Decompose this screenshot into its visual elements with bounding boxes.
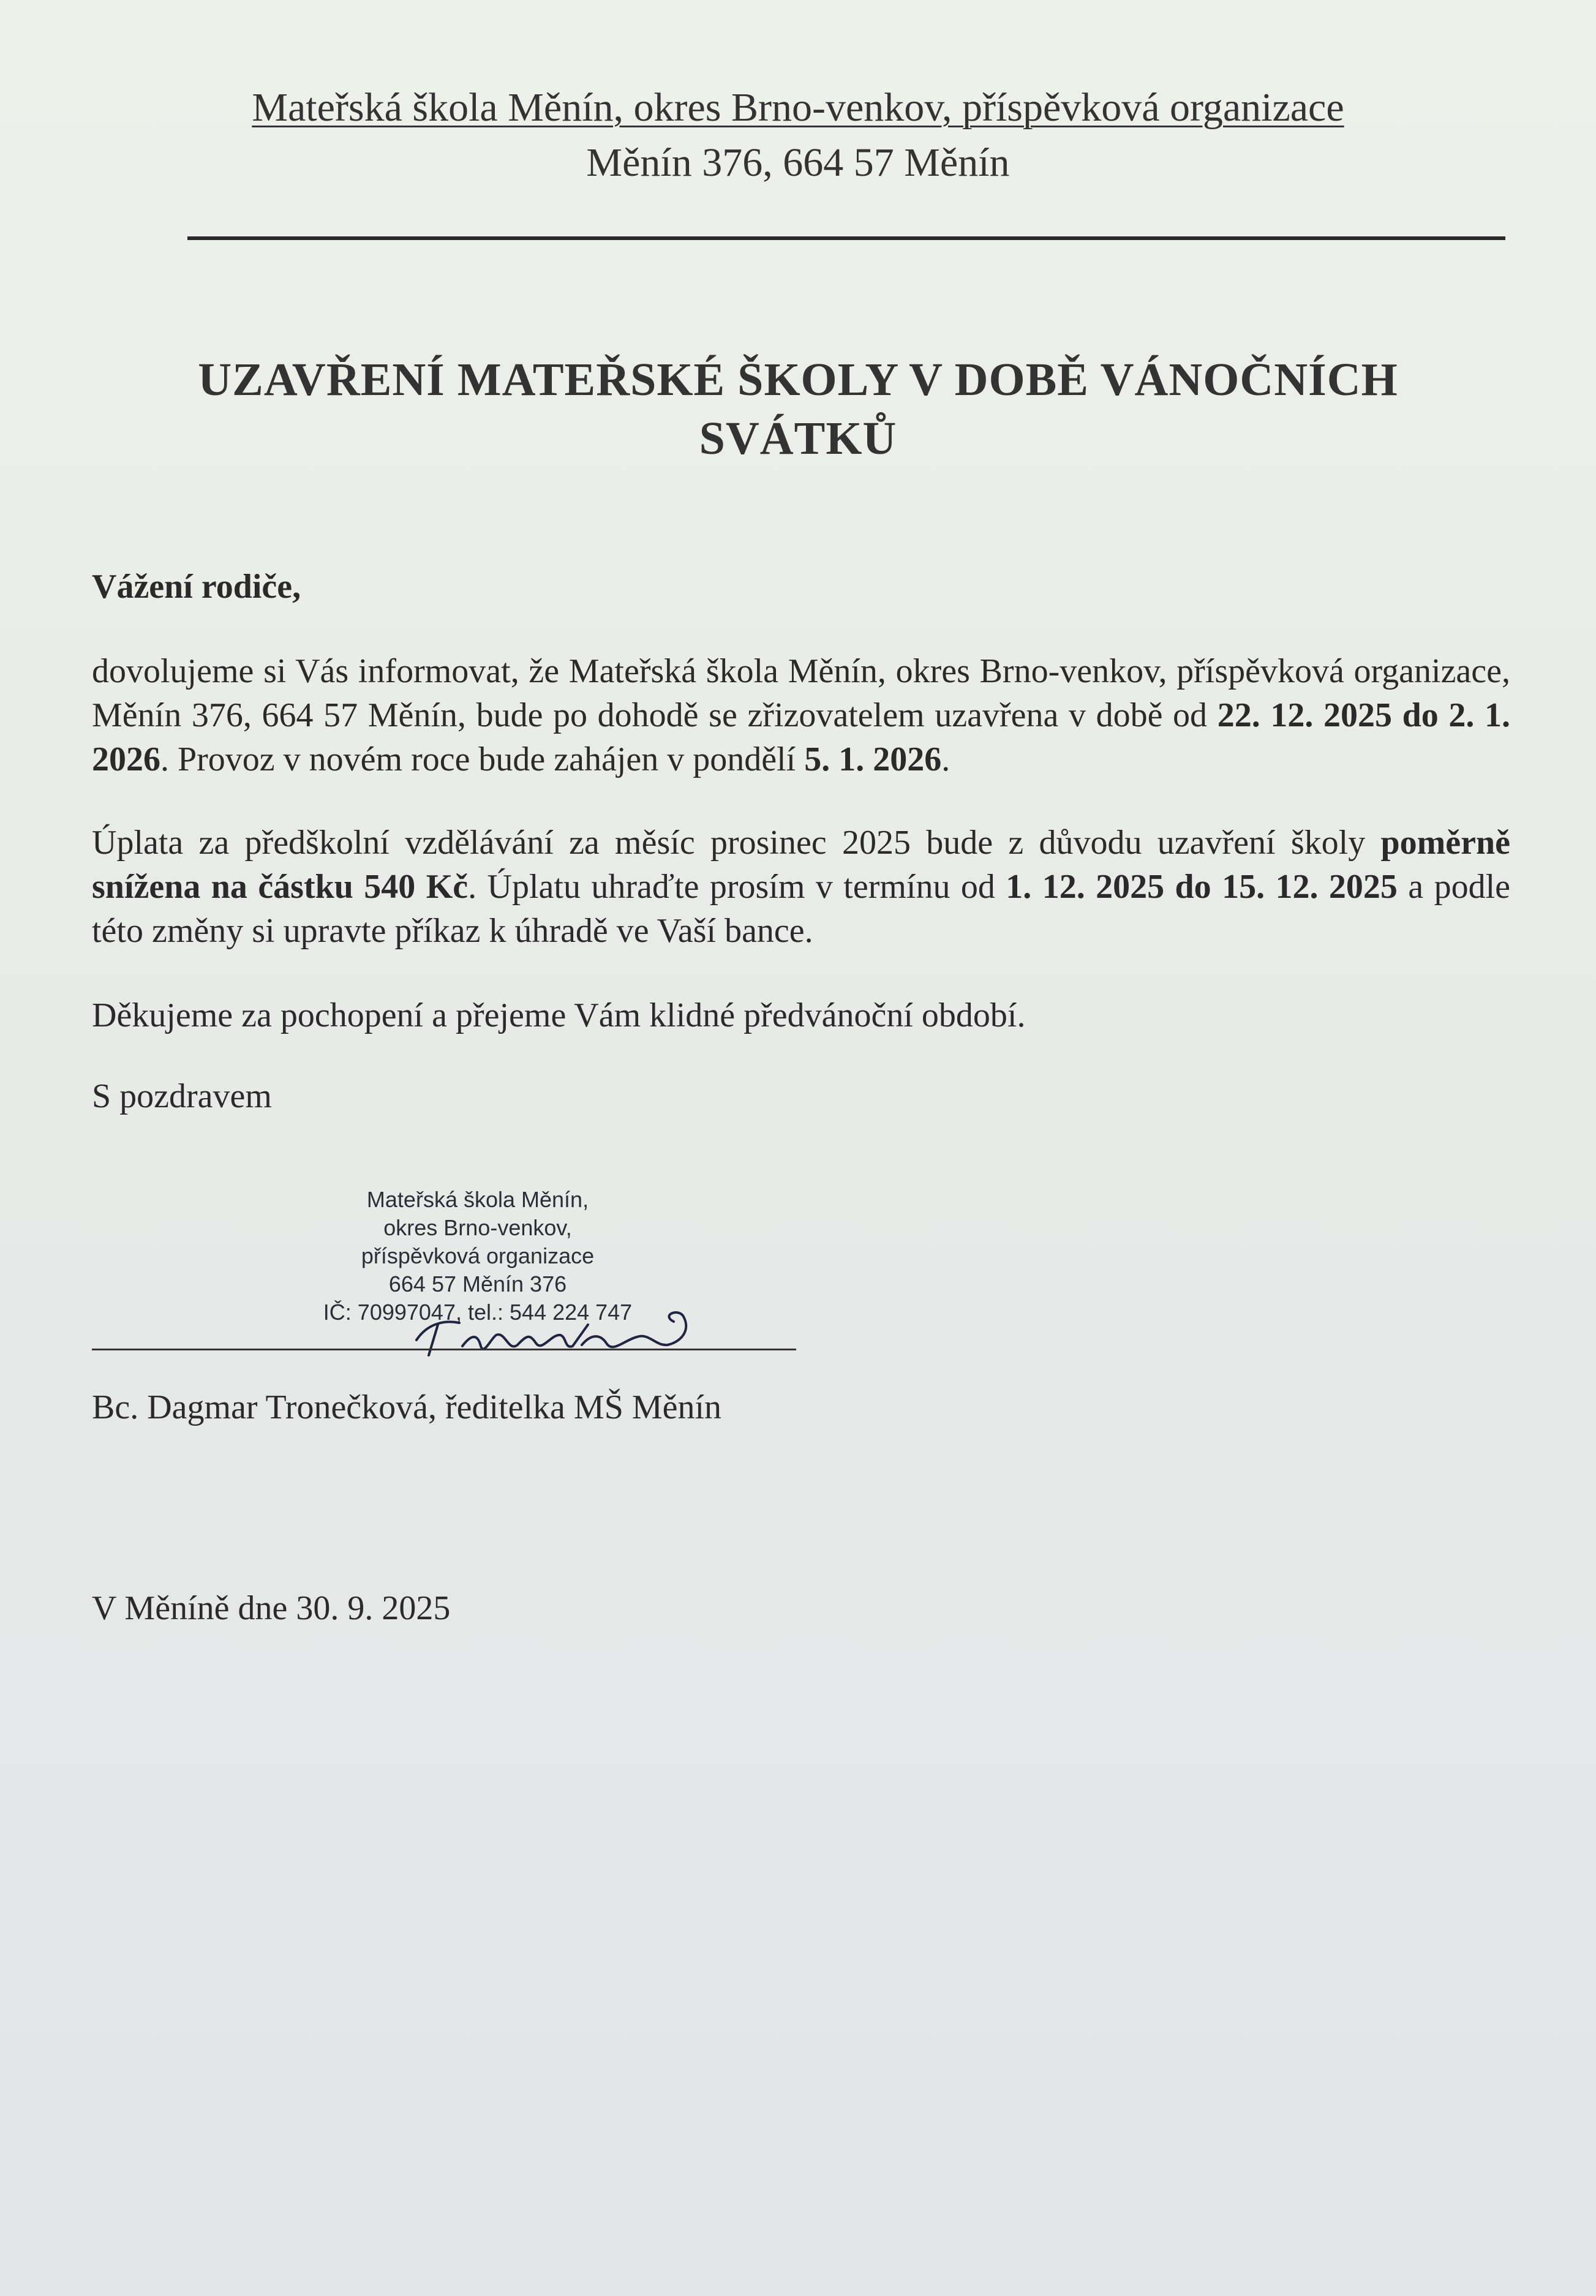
signature-line xyxy=(92,1349,796,1350)
reduced-fee: poměrně snížena na částku 540 Kč xyxy=(92,824,1510,906)
document-title: UZAVŘENÍ MATEŘSKÉ ŠKOLY V DOBĚ VÁNOČNÍCH SVÁTKŮ xyxy=(198,354,1398,464)
header-divider xyxy=(187,236,1505,240)
date-line: V Měníně dne 30. 9. 2025 xyxy=(92,1589,451,1627)
signer-name: Bc. Dagmar Tronečková, ředitelka MŠ Měnín xyxy=(92,1388,722,1426)
header-school-name: Mateřská škola Měnín, okres Brno-venkov, příspěvková organizace xyxy=(252,85,1344,130)
paragraph-thanks: Děkujeme za pochopení a přejeme Vám klidné předvánoční období. xyxy=(92,996,1026,1034)
closing: S pozdravem xyxy=(92,1077,272,1115)
handwritten-signature xyxy=(404,1297,698,1364)
school-stamp: Mateřská škola Měnín, okres Brno-venkov, příspěvková organizace 664 57 Měnín 376 IČ: 70997047, tel.: 544 224 747 xyxy=(323,1187,633,1325)
paragraph-closure-dates: dovolujeme si Vás informovat, že Mateřská škola Měnín, okres Brno-venkov, příspěvková organizace, Měnín 376, 664 57 Měnín, bude po dohodě se zřizovatelem uzavřena v době od 22. 12. 2025 do 2. 1. 2026. Provoz v novém roce bude zahájen v pondělí 5. 1. 2026. xyxy=(92,652,1511,778)
closure-period: 22. 12. 2025 do 2. 1. 2026 xyxy=(92,696,1511,778)
paragraph-fee: Úplata za předškolní vzdělávání za měsíc prosinec 2025 bude z důvodu uzavření školy poměrně snížena na částku 540 Kč. Úplatu uhraďte prosím v termínu od 1. 12. 2025 do 15. 12. 2025 a podle této změny si upravte příkaz k úhradě ve Vaší bance. xyxy=(92,824,1510,950)
payment-period: 1. 12. 2025 do 15. 12. 2025 xyxy=(1006,868,1398,906)
salutation: Vážení rodiče, xyxy=(92,568,301,606)
header-address: Měnín 376, 664 57 Měnín xyxy=(586,140,1010,185)
reopen-date: 5. 1. 2026 xyxy=(804,740,942,778)
